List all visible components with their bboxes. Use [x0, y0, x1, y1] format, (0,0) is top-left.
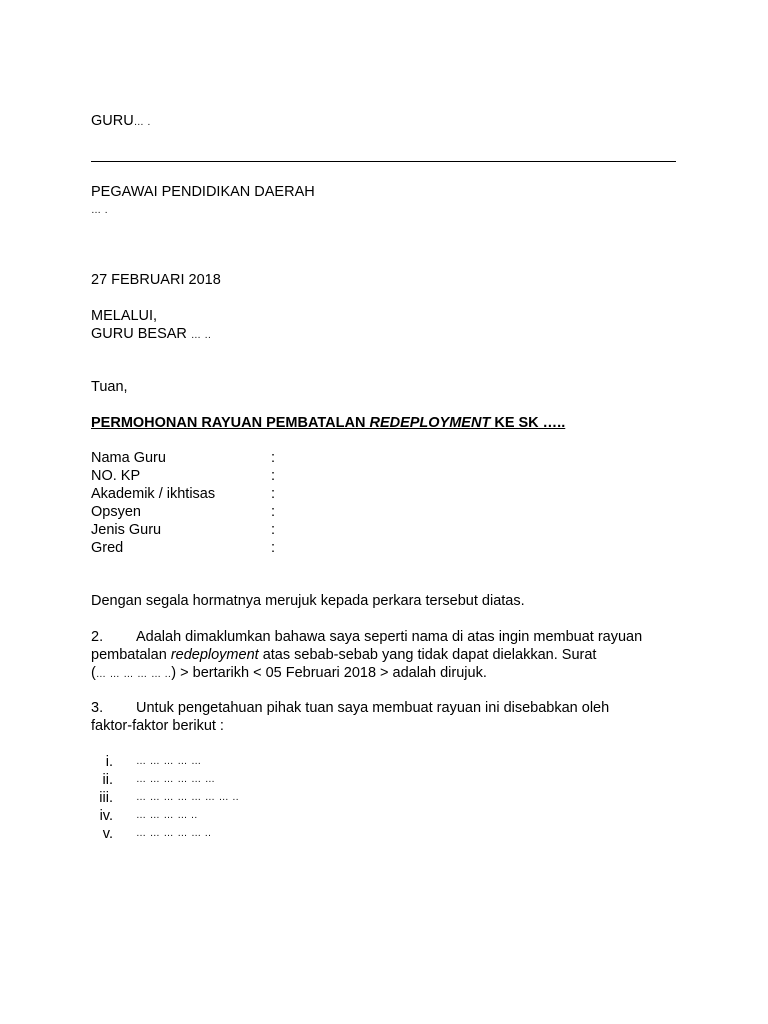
- subject-italic: REDEPLOYMENT: [369, 415, 491, 431]
- headmaster-line: [91, 325, 211, 345]
- field-colon: :: [271, 540, 276, 556]
- field-colon: :: [271, 522, 276, 538]
- field-colon: :: [271, 450, 276, 466]
- paragraph-3-line-2: faktor-faktor berikut :: [91, 718, 224, 734]
- factor-dots: … … … … ..: [136, 810, 198, 821]
- subject-part3: KE SK …..: [490, 415, 566, 431]
- sender-line: [91, 112, 151, 132]
- recipient-title: PEGAWAI PENDIDIKAN DAERAH: [91, 184, 315, 200]
- sender-dots: … .: [133, 117, 151, 128]
- paragraph-3-line-1: Untuk pengetahuan pihak tuan saya membuat rayuan ini disebabkan oleh: [136, 700, 610, 716]
- paragraph-2-number: 2.: [91, 629, 104, 645]
- factor-numeral: ii.: [102, 772, 113, 788]
- letter-ref-open: (: [91, 665, 96, 681]
- subject-line: [91, 414, 565, 432]
- field-label-nama-guru: Nama Guru: [91, 450, 166, 466]
- separator-line: [91, 161, 676, 162]
- factor-numeral: v.: [102, 826, 113, 842]
- paragraph-2-line-2-a: pembatalan: [91, 647, 171, 663]
- paragraph-2-line-2: [91, 646, 596, 664]
- recipient-dots: … .: [91, 205, 109, 216]
- factor-dots: … … … … … … … ..: [136, 792, 240, 803]
- paragraph-3-number: 3.: [91, 700, 104, 716]
- field-label-akademik: Akademik / ikhtisas: [91, 486, 216, 502]
- subject-part1: PERMOHONAN RAYUAN PEMBATALAN: [91, 415, 370, 431]
- headmaster-dots: … ..: [190, 330, 212, 341]
- paragraph-2-line-3: [91, 664, 487, 684]
- field-label-gred: Gred: [91, 540, 124, 556]
- paragraph-1: Dengan segala hormatnya merujuk kepada perkara tersebut diatas.: [91, 593, 525, 609]
- field-colon: :: [271, 504, 276, 520]
- field-colon: :: [271, 486, 276, 502]
- salutation: Tuan,: [91, 379, 128, 395]
- factor-numeral: i.: [105, 754, 113, 770]
- redeployment-italic: redeployment: [170, 647, 259, 663]
- field-label-opsyen: Opsyen: [91, 504, 141, 520]
- field-colon: :: [271, 468, 276, 484]
- factor-numeral: iv.: [99, 808, 113, 824]
- letter-ref-dots: … … … … … ..: [95, 669, 172, 680]
- via-label: MELALUI,: [91, 308, 158, 324]
- factor-numeral: iii.: [99, 790, 113, 806]
- field-label-jenis-guru: Jenis Guru: [91, 522, 162, 538]
- sender-name: GURU: [91, 113, 134, 129]
- factor-dots: … … … … …: [136, 756, 202, 767]
- paragraph-2-line-1: Adalah dimaklumkan bahawa saya seperti nama di atas ingin membuat rayuan: [136, 629, 643, 645]
- field-label-no-kp: NO. KP: [91, 468, 141, 484]
- factor-dots: … … … … … …: [136, 774, 216, 785]
- factor-dots: … … … … … ..: [136, 828, 212, 839]
- letter-date: 27 FEBRUARI 2018: [91, 272, 221, 288]
- letter-ref-rest: ) > bertarikh < 05 Februari 2018 > adalah dirujuk.: [171, 665, 487, 681]
- paragraph-2-line-2-b: atas sebab-sebab yang tidak dapat dielakkan. Surat: [258, 647, 597, 663]
- headmaster-title: GURU BESAR: [91, 326, 187, 342]
